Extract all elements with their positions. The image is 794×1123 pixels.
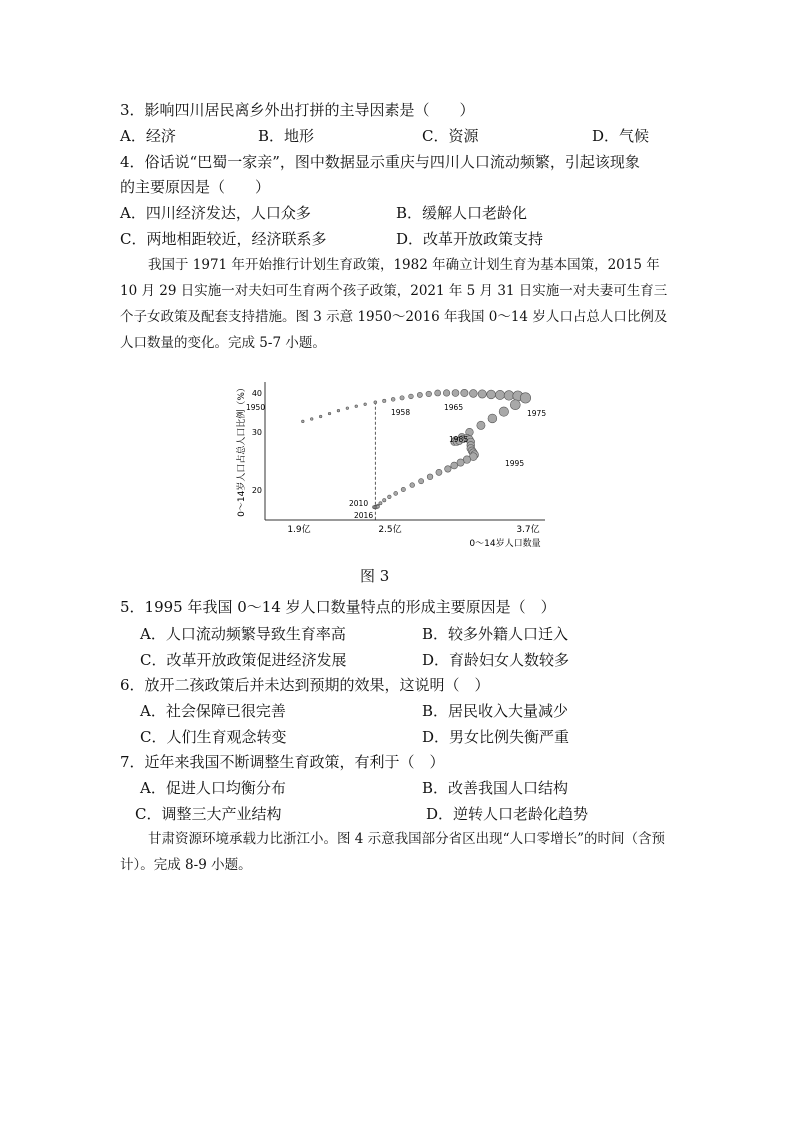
- q7-stem: 7．近年来我国不断调整生育政策，有利于（ ）: [120, 753, 445, 771]
- x-tick-2-5: 2.5亿: [378, 525, 402, 535]
- data-point-1967: [452, 390, 459, 397]
- data-point-1966: [443, 390, 450, 397]
- data-point-2004: [401, 487, 405, 491]
- q5-option-d: D．育龄妇女人数较多: [422, 651, 570, 669]
- x-tick-3-7: 3.7亿: [516, 525, 540, 535]
- q4-stem-line1: 4．俗话说“巴蜀一家亲”，图中数据显示重庆与四川人口流动频繁，引起该现象: [120, 153, 640, 171]
- y-tick-20: 20: [251, 486, 262, 495]
- data-point-1961: [400, 396, 404, 400]
- q6-stem: 6．放开二孩政策后并未达到预期的效果，这说明（ ）: [120, 676, 490, 694]
- data-point-1979: [477, 421, 485, 429]
- q5-option-c: C．改革开放政策促进经济发展: [140, 651, 347, 669]
- data-point-1955: [346, 407, 349, 410]
- year-label-1965: 1965: [444, 403, 464, 412]
- data-point-1958: [374, 401, 377, 404]
- data-point-1976: [510, 400, 520, 410]
- data-point-2002: [419, 479, 424, 484]
- data-point-1963: [417, 392, 422, 397]
- intro-paragraph-8-9: [120, 826, 680, 878]
- data-point-1956: [355, 405, 358, 408]
- q4-option-d: D．改革开放政策支持: [396, 230, 544, 248]
- data-point-2001: [427, 474, 433, 480]
- year-label-1950: 1950: [246, 403, 266, 412]
- data-point-1952: [319, 415, 322, 418]
- data-points: [302, 389, 531, 509]
- q4-stem-line2: 的主要原因是（ ）: [120, 178, 271, 196]
- data-point-1997: [457, 459, 464, 466]
- y-tick-30: 30: [251, 428, 262, 437]
- data-point-1959: [383, 399, 386, 402]
- data-point-1954: [337, 409, 340, 412]
- intro-paragraph-5-7: [120, 252, 680, 356]
- q3-option-c: C．资源: [422, 127, 479, 145]
- q5-option-a: A．人口流动频繁导致生育率高: [140, 625, 346, 643]
- data-point-2003: [410, 483, 415, 488]
- q6-option-b: B．居民收入大量减少: [422, 702, 569, 720]
- figure-3-chart: [230, 372, 560, 552]
- data-point-1972: [495, 390, 504, 399]
- data-point-1977: [499, 407, 508, 416]
- data-point-1950: [302, 420, 305, 423]
- year-label-1995: 1995: [505, 459, 525, 468]
- data-point-1998: [451, 462, 458, 469]
- q5-stem: 5．1995 年我国 0～14 岁人口数量特点的形成主要原因是（ ）: [120, 598, 556, 616]
- q7-option-a: A．促进人口均衡分布: [140, 779, 286, 797]
- data-point-1962: [409, 394, 414, 399]
- figure-3-caption: 图 3: [360, 567, 390, 585]
- data-point-1999: [445, 466, 452, 473]
- q7-option-c: C．调整三大产业结构: [135, 805, 282, 823]
- year-label-2016: 2016: [354, 511, 374, 520]
- q3-stem: 3．影响四川居民离乡外出打拼的主导因素是（ ）: [120, 101, 475, 119]
- q7-option-b: B．改善我国人口结构: [422, 779, 569, 797]
- year-label-1985: 1985: [449, 435, 469, 444]
- data-point-2005: [394, 491, 398, 495]
- q6-option-c: C．人们生育观念转变: [140, 728, 287, 746]
- data-point-2007: [383, 499, 386, 502]
- data-point-1957: [364, 403, 367, 406]
- q7-option-d: D．逆转人口老龄化趋势: [426, 805, 589, 823]
- data-point-1975: [520, 393, 530, 403]
- data-point-1960: [391, 397, 395, 401]
- x-tick-1-9: 1.9亿: [287, 525, 311, 535]
- data-point-1969: [469, 390, 477, 398]
- data-point-1971: [487, 390, 496, 399]
- q3-option-b: B．地形: [258, 127, 315, 145]
- q3-option-a: A．经济: [120, 127, 176, 145]
- data-point-1973: [504, 391, 514, 401]
- data-point-2016: [376, 505, 379, 508]
- q6-option-d: D．男女比例失衡严重: [422, 728, 570, 746]
- y-tick-40: 40: [251, 389, 262, 398]
- y-axis-label: 0～14岁人口占总人口比例（%）: [237, 383, 247, 517]
- q4-option-c: C．两地相距较近，经济联系多: [120, 230, 327, 248]
- data-point-2000: [436, 469, 442, 475]
- data-point-1964: [426, 391, 432, 397]
- intro-text-5-7: 我国于 1971 年开始推行计划生育政策，1982 年确立计划生育为基本国策，2015 年 10 月 29 日实施一对夫妇可生育两个孩子政策，2021 年 5 月 31 日实施一对夫妻可生育三个子女政策及配套支持措施。图 3 示意 1950～2016 年我国 0～14 岁人口占总人口比例及人口数量的变化。完成 5-7 小题。: [120, 257, 668, 351]
- data-point-1970: [478, 390, 486, 398]
- data-point-2006: [388, 495, 392, 499]
- year-label-2010: 2010: [349, 499, 369, 508]
- data-point-1965: [435, 390, 441, 396]
- data-point-2008: [379, 502, 382, 505]
- q5-option-b: B．较多外籍人口迁入: [422, 625, 569, 643]
- q6-option-a: A．社会保障已很完善: [140, 702, 286, 720]
- q4-option-a: A．四川经济发达，人口众多: [120, 204, 311, 222]
- data-point-1953: [328, 412, 331, 415]
- data-point-1968: [461, 389, 468, 396]
- year-label-1975: 1975: [527, 409, 547, 418]
- data-point-1951: [310, 418, 313, 421]
- year-label-1958: 1958: [391, 408, 411, 417]
- intro-text-8-9: 甘肃资源环境承载力比浙江小。图 4 示意我国部分省区出现“人口零增长”的时间（含预计）。完成 8-9 小题。: [120, 831, 665, 873]
- x-axis-label: 0～14岁人口数量: [469, 539, 541, 549]
- data-point-1978: [488, 414, 497, 423]
- q4-option-b: B．缓解人口老龄化: [396, 204, 528, 222]
- q3-option-d: D．气候: [592, 127, 650, 145]
